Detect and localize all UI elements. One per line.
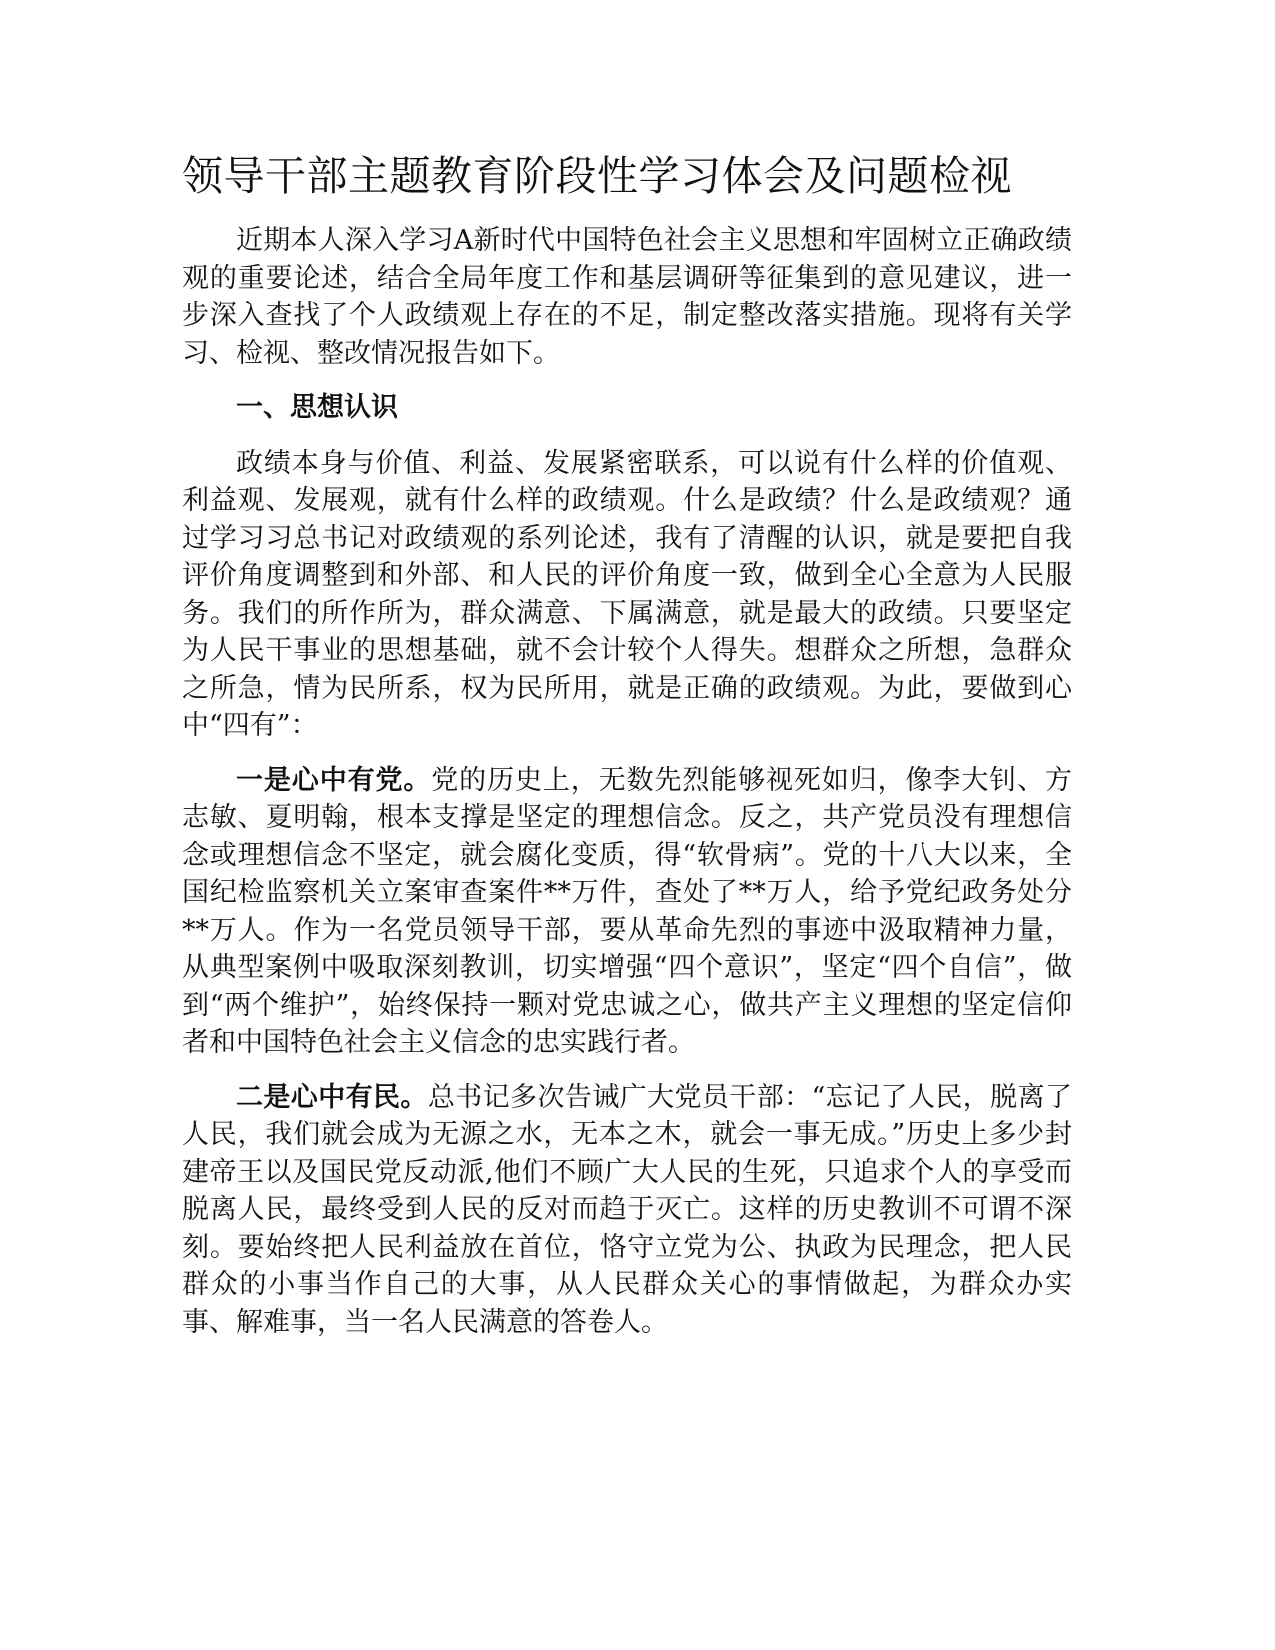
point-people-text: 总书记多次告诫广大党员干部：“忘记了人民，脱离了人民，我们就会成为无源之水，无本之木，就会一事无成。”历史上多少封建帝王以及国民党反动派,他们不顾广大人民的生死，只追求个人的享受而脱离人民，最终受到人民的反对而趋于灭亡。这样的历史教训不可谓不深刻。要始终把人民利益放在首位，恪守立党为公、执政为民理念，把人民群众的小事当作自己的大事，从人民群众关心的事情做起，为群众办实事、解难事，当一名人民满意的答卷人。 (182, 1081, 1072, 1338)
point-party-paragraph (182, 762, 1072, 1062)
point-people-paragraph (182, 1079, 1072, 1342)
document-body (182, 222, 1072, 1358)
document-page (182, 0, 1072, 1650)
point-party-lead: 一是心中有党。 (236, 764, 432, 796)
document-title: 领导干部主题教育阶段性学习体会及问题检视 (182, 152, 1012, 200)
intro-paragraph: 近期本人深入学习A新时代中国特色社会主义思想和牢固树立正确政绩观的重要论述，结合全局年度工作和基层调研等征集到的意见建议，进一步深入查找了个人政绩观上存在的不足，制定整改落实措施。现将有关学习、检视、整改情况报告如下。 (182, 225, 1072, 369)
point-people-lead: 二是心中有民。 (236, 1081, 428, 1113)
thinking-paragraph: 政绩本身与价值、利益、发展紧密联系，可以说有什么样的价值观、利益观、发展观，就有什么样的政绩观。什么是政绩？什么是政绩观？通过学习习总书记对政绩观的系列论述，我有了清醒的认识，就是要把自我评价角度调整到和外部、和人民的评价角度一致，做到全心全意为人民服务。我们的所作所为，群众满意、下属满意，就是最大的政绩。只要坚定为人民干事业的思想基础，就不会计较个人得失。想群众之所想，急群众之所急，情为民所系，权为民所用，就是正确的政绩观。为此，要做到心中“四有”： (182, 447, 1072, 741)
section-heading-thinking: 一、思想认识 (236, 392, 398, 423)
point-party-text: 党的历史上，无数先烈能够视死如归，像李大钊、方志敏、夏明翰，根本支撑是坚定的理想信念。反之，共产党员没有理想信念或理想信念不坚定，就会腐化变质，得“软骨病”。党的十八大以来，全国纪检监察机关立案审查案件**万件，查处了**万人，给予党纪政务处分**万人。作为一名党员领导干部，要从革命先烈的事迹中汲取精神力量，从典型案例中吸取深刻教训，切实增强“四个意识”，坚定“四个自信”，做到“两个维护”，始终保持一颗对党忠诚之心，做共产主义理想的坚定信仰者和中国特色社会主义信念的忠实践行者。 (182, 764, 1073, 1058)
